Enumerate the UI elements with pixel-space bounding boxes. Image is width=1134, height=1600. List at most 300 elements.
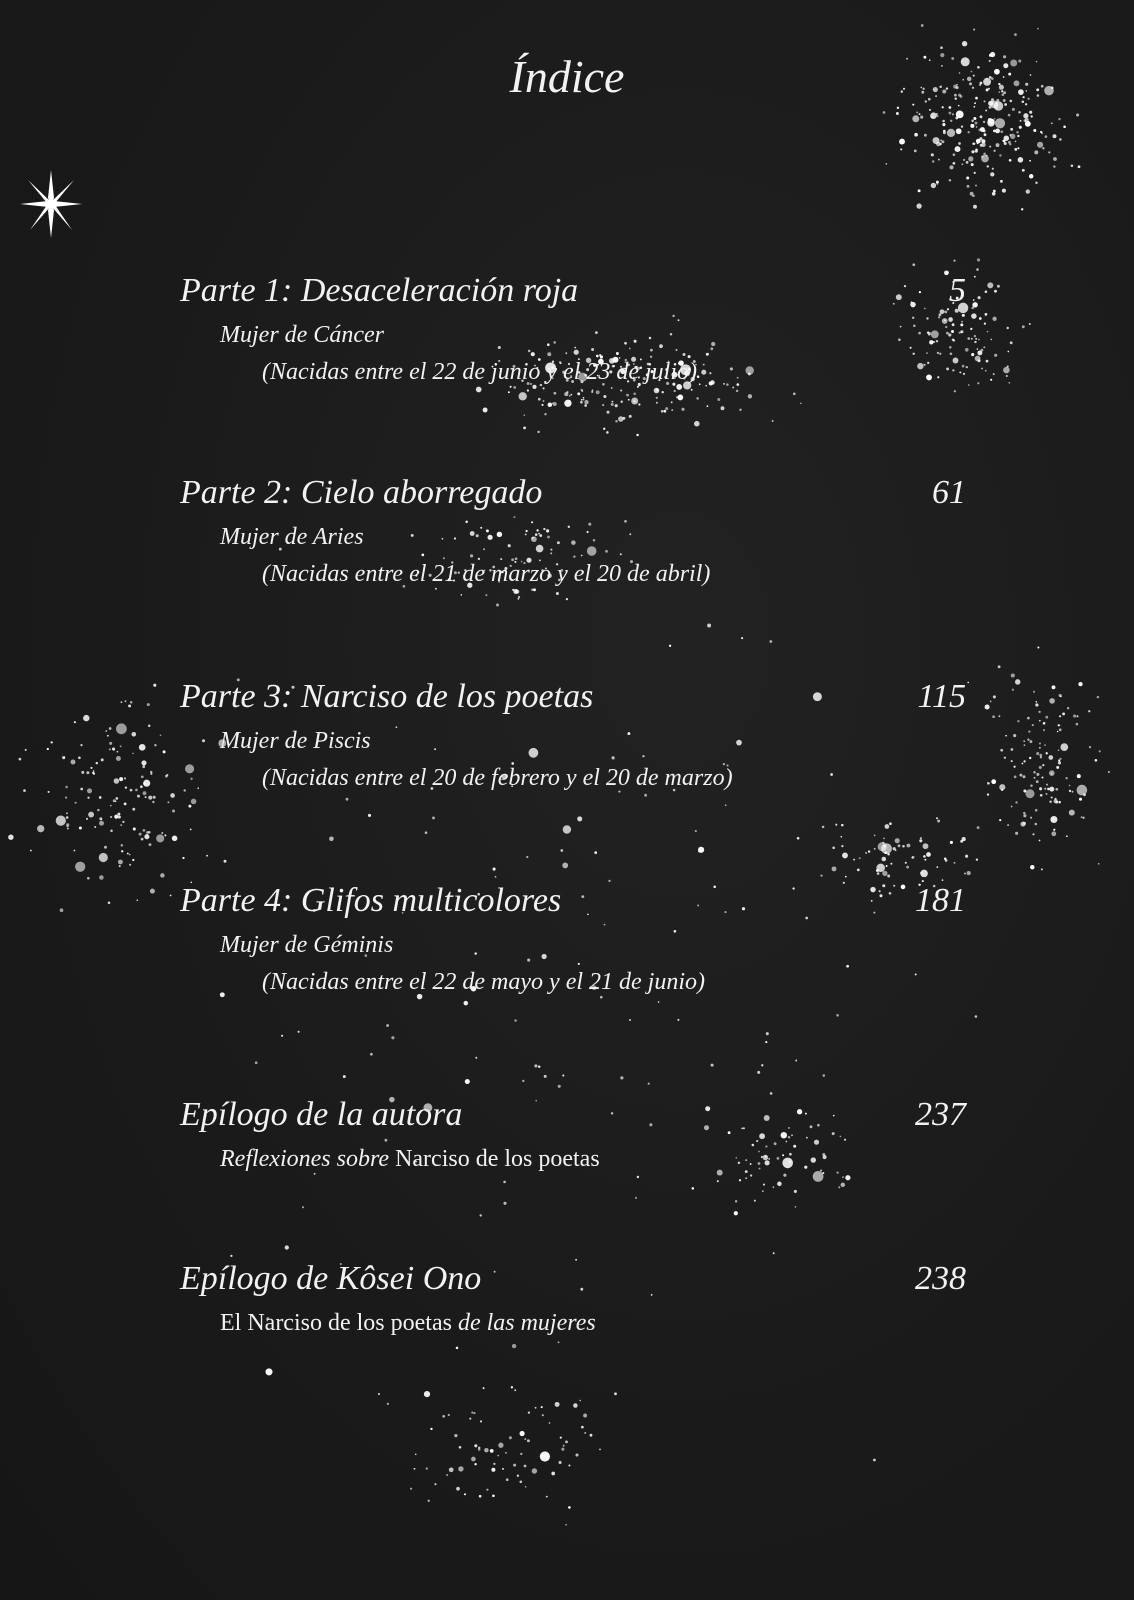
star-dot — [1062, 712, 1065, 715]
star-dot — [992, 317, 996, 321]
toc-entry-part-2 — [180, 474, 966, 594]
star-dot — [1034, 150, 1038, 154]
star-dot — [156, 834, 164, 842]
star-dot — [887, 875, 890, 878]
star-dot — [1018, 157, 1024, 163]
star-dot — [975, 338, 977, 340]
entry-title: Parte 4: Glifos multicolores — [180, 882, 562, 919]
star-dot — [885, 163, 887, 165]
star-dot — [1082, 817, 1084, 819]
star-dot — [110, 805, 112, 807]
star-dot — [865, 852, 867, 854]
star-dot — [525, 1486, 527, 1488]
star-dot — [87, 877, 90, 880]
star-dot — [885, 824, 890, 829]
star-dot — [940, 46, 943, 49]
star-dot — [80, 744, 82, 746]
star-dot — [549, 1422, 551, 1424]
star-dot — [114, 815, 118, 819]
star-dot — [1029, 757, 1031, 759]
star-dot — [912, 263, 915, 266]
star-dot — [992, 192, 996, 196]
star-dot — [90, 767, 92, 769]
entry-title: Epílogo de Kôsei Ono — [180, 1260, 482, 1297]
star-dot — [206, 855, 208, 857]
star-dot — [1036, 780, 1039, 783]
star-dot — [998, 715, 1000, 717]
star-dot — [130, 789, 133, 792]
star-dot — [953, 153, 956, 156]
star-dot — [967, 131, 969, 133]
star-dot — [114, 778, 120, 784]
star-dot — [971, 307, 974, 310]
star-dot — [75, 862, 85, 872]
star-dot — [23, 789, 26, 792]
star-dot — [1077, 785, 1088, 796]
star-dot — [1056, 801, 1059, 804]
star-dot — [853, 859, 855, 861]
star-dot — [544, 1075, 547, 1078]
star-dot — [976, 139, 981, 144]
star-dot — [479, 1495, 482, 1498]
star-dot — [485, 594, 487, 596]
star-dot — [503, 1202, 506, 1205]
star-dot — [1032, 833, 1034, 835]
star-dot — [977, 826, 980, 829]
star-dot — [994, 354, 997, 357]
star-dot — [170, 895, 172, 897]
star-dot — [770, 1092, 773, 1095]
star-dot — [566, 598, 568, 600]
star-dot — [285, 1245, 289, 1249]
star-dot — [603, 428, 605, 430]
star-dot — [665, 407, 668, 410]
star-dot — [541, 404, 543, 406]
star-dot — [1058, 761, 1061, 764]
star-dot — [993, 373, 995, 375]
star-dot — [66, 823, 69, 826]
star-dot — [188, 805, 191, 808]
star-dot — [564, 392, 568, 396]
star-dot — [889, 822, 892, 825]
star-dot — [141, 760, 146, 765]
star-dot — [952, 113, 954, 115]
star-dot — [1029, 160, 1031, 162]
star-dot — [484, 1448, 488, 1452]
entry-dates: (Nacidas entre el 22 de junio y el 23 de julio) — [262, 359, 698, 385]
star-dot — [125, 786, 127, 788]
star-dot — [1035, 823, 1038, 826]
star-dot — [965, 855, 968, 858]
star-dot — [430, 1428, 432, 1430]
star-dot — [957, 131, 960, 134]
star-dot — [428, 1500, 430, 1502]
star-dot — [116, 723, 127, 734]
star-dot — [906, 866, 909, 869]
star-dot — [528, 1411, 530, 1413]
star-dot — [1040, 131, 1042, 133]
star-dot — [842, 1176, 844, 1178]
star-dot — [734, 1211, 738, 1215]
star-dot — [87, 788, 92, 793]
star-dot — [971, 150, 974, 153]
star-dot — [167, 801, 169, 803]
star-dot — [565, 1441, 568, 1444]
star-dot — [911, 857, 913, 859]
star-dot — [410, 1488, 412, 1490]
star-dot — [414, 1468, 416, 1470]
star-dot — [79, 827, 82, 830]
star-dot — [150, 771, 152, 773]
star-dot — [795, 1206, 797, 1208]
star-dot — [1097, 696, 1099, 698]
star-dot — [1030, 865, 1034, 869]
star-dot — [890, 863, 892, 865]
star-dot — [1015, 801, 1017, 803]
star-dot — [1039, 743, 1041, 745]
star-dot — [492, 1494, 495, 1497]
star-dot — [748, 394, 752, 398]
star-dot — [882, 857, 887, 862]
star-dot — [65, 786, 68, 789]
star-dot — [985, 370, 987, 372]
star-dot — [916, 203, 921, 208]
star-dot — [65, 796, 67, 798]
star-dot — [81, 771, 84, 774]
star-dot — [773, 1252, 775, 1254]
star-dot — [1022, 775, 1025, 778]
star-dot — [977, 350, 982, 355]
toc-entry-part-3 — [180, 678, 966, 798]
star-dot — [1010, 341, 1013, 344]
star-dot — [975, 150, 978, 153]
star-dot — [131, 732, 136, 737]
star-dot — [942, 106, 944, 108]
star-dot — [948, 112, 951, 115]
star-dot — [901, 142, 903, 144]
star-dot — [972, 302, 977, 307]
star-dot — [823, 1074, 826, 1077]
star-dot — [970, 124, 974, 128]
star-dot — [1031, 115, 1033, 117]
toc-entry-part-1 — [180, 272, 966, 392]
star-dot — [1032, 724, 1034, 726]
star-dot — [1022, 763, 1024, 765]
star-dot — [86, 818, 88, 820]
star-dot — [971, 313, 977, 319]
star-dot — [795, 1060, 797, 1062]
star-dot — [1014, 776, 1017, 779]
star-dot — [1033, 129, 1036, 132]
star-dot — [923, 855, 926, 858]
star-dot — [990, 172, 994, 176]
star-dot — [146, 831, 149, 834]
star-dot — [994, 118, 996, 120]
star-dot — [387, 1403, 389, 1405]
star-dot — [976, 268, 979, 271]
star-dot — [949, 165, 953, 169]
star-dot — [987, 793, 989, 795]
star-dot — [86, 771, 89, 774]
star-dot — [877, 872, 880, 875]
star-dot — [973, 106, 975, 108]
star-dot — [153, 796, 156, 799]
star-dot — [1011, 748, 1014, 751]
star-dot — [568, 1506, 571, 1509]
star-dot — [618, 416, 624, 422]
star-dot — [940, 140, 942, 142]
star-dot — [1039, 766, 1042, 769]
entry-page-number: 181 — [915, 882, 966, 919]
star-dot — [541, 1406, 543, 1408]
star-dot — [868, 850, 870, 852]
star-dot — [120, 824, 122, 826]
star-dot — [471, 1457, 476, 1462]
star-dot — [1011, 673, 1015, 677]
star-dot — [1052, 818, 1054, 820]
star-dot — [88, 812, 94, 818]
star-dot — [882, 871, 887, 876]
star-dot — [540, 1451, 550, 1461]
star-dot — [265, 1368, 272, 1375]
star-dot — [961, 126, 963, 128]
star-dot — [1045, 716, 1048, 719]
star-dot — [71, 760, 76, 765]
star-dot — [962, 163, 964, 165]
star-dot — [987, 165, 989, 167]
star-dot — [99, 821, 104, 826]
star-dot — [73, 850, 75, 852]
star-dot — [1034, 777, 1036, 779]
star-dot — [1035, 809, 1038, 812]
star-dot — [971, 338, 973, 340]
star-dot — [887, 853, 890, 856]
star-dot — [985, 313, 988, 316]
star-dot — [763, 1184, 765, 1186]
star-dot — [986, 360, 989, 363]
star-dot — [577, 392, 580, 395]
star-dot — [762, 1190, 764, 1192]
star-dot — [460, 594, 462, 596]
star-dot — [1039, 754, 1042, 757]
star-dot — [1033, 691, 1035, 693]
entry-subtitle: Mujer de Aries — [220, 524, 364, 550]
star-dot — [745, 1177, 747, 1179]
star-dot — [991, 779, 996, 784]
star-dot — [105, 730, 107, 732]
star-dot — [524, 1465, 527, 1468]
star-dot — [628, 399, 630, 401]
star-dot — [832, 866, 837, 871]
star-dot — [1089, 746, 1091, 748]
star-dot — [606, 411, 609, 414]
star-dot — [132, 859, 134, 861]
star-dot — [503, 1181, 506, 1184]
star-dot — [143, 780, 150, 787]
star-dot — [518, 596, 520, 598]
star-dot — [757, 1071, 760, 1074]
star-dot — [1069, 790, 1071, 792]
star-dot — [968, 156, 973, 161]
star-dot — [1066, 835, 1068, 837]
star-dot — [971, 120, 974, 123]
star-dot — [1052, 685, 1056, 689]
entry-title: Parte 2: Cielo aborregado — [180, 474, 543, 511]
star-dot — [996, 143, 1000, 147]
star-dot — [563, 1445, 565, 1447]
star-dot — [149, 843, 152, 846]
star-dot — [992, 715, 995, 718]
star-dot — [115, 801, 117, 803]
star-dot — [511, 1386, 513, 1388]
entry-dates: (Nacidas entre el 22 de mayo y el 21 de junio) — [262, 969, 705, 995]
star-dot — [998, 665, 1001, 668]
star-dot — [519, 1480, 522, 1483]
star-dot — [964, 872, 966, 874]
star-dot — [496, 604, 499, 607]
star-dot — [920, 870, 928, 878]
star-dot — [800, 402, 802, 404]
star-dot — [1108, 771, 1110, 773]
star-dot — [919, 113, 921, 115]
star-dot — [493, 868, 496, 871]
star-dot — [554, 392, 557, 395]
star-dot — [841, 824, 844, 827]
star-dot — [984, 133, 987, 136]
star-dot — [967, 185, 970, 188]
star-dot — [1051, 796, 1053, 798]
star-dot — [942, 120, 945, 123]
star-dot — [62, 756, 65, 759]
star-dot — [514, 1389, 516, 1391]
entry-note-italic: de las mujeres — [457, 1310, 596, 1336]
star-dot — [370, 1053, 373, 1056]
star-dot — [980, 115, 983, 118]
entry-note-italic: Reflexiones sobre — [220, 1146, 390, 1172]
star-dot — [1007, 351, 1009, 353]
star-dot — [1079, 798, 1082, 801]
star-dot — [1049, 787, 1054, 792]
star-dot — [555, 1402, 560, 1407]
star-dot — [37, 825, 44, 832]
toc-entry-epilogue-ono — [180, 1260, 966, 1340]
star-dot — [599, 1448, 601, 1450]
star-dot — [560, 849, 563, 852]
star-dot — [1019, 774, 1022, 777]
entry-subtitle: Mujer de Cáncer — [220, 322, 384, 348]
star-dot — [520, 1431, 525, 1436]
star-dot — [498, 1443, 503, 1448]
star-dot — [963, 159, 965, 161]
star-dot — [136, 899, 138, 901]
star-dot — [1002, 189, 1006, 193]
star-dot — [967, 337, 970, 340]
star-dot — [874, 848, 876, 850]
star-dot — [1000, 130, 1003, 133]
star-dot — [1040, 794, 1043, 797]
star-dot — [1036, 773, 1039, 776]
star-dot — [125, 700, 127, 702]
star-dot — [939, 143, 942, 146]
star-dot — [973, 143, 975, 145]
star-dot — [509, 1436, 512, 1439]
star-dot — [1046, 784, 1048, 786]
star-dot — [936, 181, 939, 184]
star-dot — [92, 772, 94, 774]
star-dot — [615, 420, 618, 423]
star-dot — [958, 105, 960, 107]
star-dot — [1043, 722, 1046, 725]
star-dot — [937, 820, 940, 823]
star-dot — [953, 260, 955, 262]
star-dot — [838, 1186, 840, 1188]
star-dot — [104, 846, 107, 849]
star-dot — [473, 1412, 475, 1414]
star-dot — [765, 1041, 767, 1043]
sparkle-star-icon — [18, 168, 84, 240]
star-dot — [1012, 689, 1014, 691]
star-dot — [1008, 382, 1010, 384]
star-dot — [527, 1439, 530, 1442]
star-dot — [1038, 711, 1040, 713]
star-dot — [1069, 810, 1075, 816]
star-dot — [553, 402, 557, 406]
star-dot — [993, 150, 995, 152]
star-dot — [631, 398, 638, 405]
star-dot — [1010, 128, 1013, 131]
star-dot — [983, 121, 985, 123]
star-dot — [725, 804, 727, 806]
star-dot — [976, 126, 978, 128]
star-dot — [459, 1446, 462, 1449]
star-dot — [995, 118, 1005, 128]
star-dot — [505, 1452, 507, 1454]
star-dot — [1053, 829, 1055, 831]
star-dot — [883, 111, 886, 114]
star-dot — [424, 1391, 430, 1397]
star-dot — [1020, 120, 1022, 122]
star-dot — [148, 724, 151, 727]
star-dot — [671, 401, 673, 403]
star-dot — [78, 756, 81, 759]
star-dot — [999, 154, 1001, 156]
star-dot — [1059, 715, 1061, 717]
star-dot — [975, 122, 978, 125]
star-dot — [56, 815, 66, 825]
star-dot — [773, 1186, 775, 1188]
star-dot — [121, 701, 123, 703]
star-dot — [971, 163, 974, 166]
star-dot — [517, 1475, 519, 1477]
star-dot — [902, 845, 905, 848]
star-dot — [906, 844, 910, 848]
star-dot — [1024, 744, 1026, 746]
star-dot — [975, 1015, 978, 1018]
star-dot — [474, 1444, 477, 1447]
star-dot — [919, 839, 922, 842]
star-dot — [1042, 777, 1044, 779]
star-dot — [695, 830, 697, 832]
entry-page-number: 237 — [915, 1096, 966, 1133]
star-dot — [976, 858, 978, 860]
star-dot — [754, 1200, 756, 1202]
star-dot — [562, 1075, 564, 1077]
star-dot — [1058, 759, 1060, 761]
star-dot — [486, 1489, 488, 1491]
star-dot — [1058, 749, 1060, 751]
star-dot — [255, 1061, 258, 1064]
star-dot — [974, 276, 976, 278]
